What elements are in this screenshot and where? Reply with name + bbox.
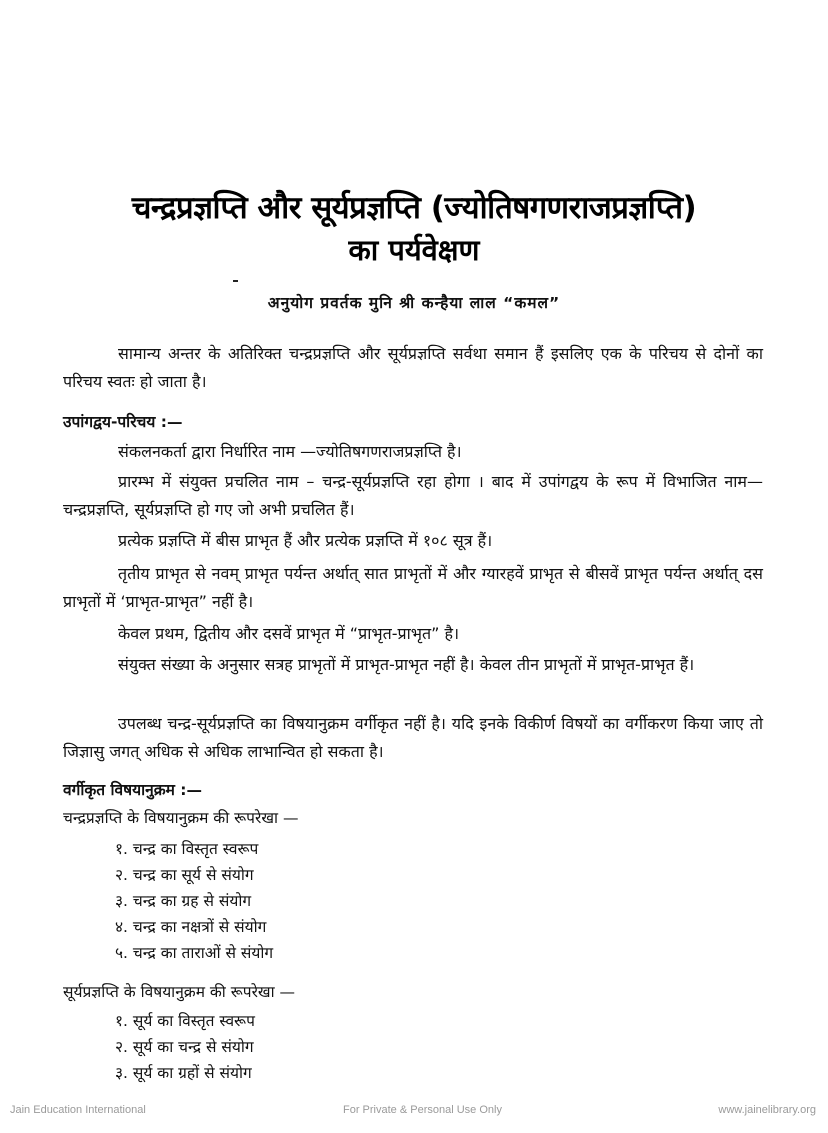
- list-item: १. सूर्य का विस्तृत स्वरूप: [115, 1012, 255, 1030]
- list-item: २. सूर्य का चन्द्र से संयोग: [115, 1038, 254, 1056]
- footer-usage-note: For Private & Personal Use Only: [343, 1104, 502, 1116]
- decorative-dash: [233, 280, 238, 282]
- page-title-line2: का पर्यवेक्षण: [348, 233, 480, 267]
- chandra-outline-list: [115, 836, 273, 966]
- list-item: ३. सूर्य का ग्रहों से संयोग: [115, 1064, 252, 1082]
- paragraph: प्रारम्भ में संयुक्त प्रचलित नाम – चन्द्र-सूर्यप्रज्ञप्ति रहा होगा । बाद में उपांगद्वय के रूप में विभाजित नाम—चन्द्रप्रज्ञप्ति, सूर्यप्रज्ञप्ति हो गए जो अभी प्रचलित हैं।: [63, 472, 763, 519]
- author-byline: अनुयोग प्रवर्तक मुनि श्री कन्हैया लाल “कमल”: [267, 294, 561, 312]
- paragraph: प्रत्येक प्रज्ञप्ति में बीस प्राभृत हैं और प्रत्येक प्रज्ञप्ति में १०८ सूत्र हैं।: [118, 531, 493, 550]
- paragraph: तृतीय प्राभृत से नवम् प्राभृत पर्यन्त अर्थात् सात प्राभृतों में और ग्यारहवें प्राभृत से बीसवें प्राभृत पर्यन्त अर्थात् दस प्राभृतों में ‘प्राभृत-प्राभृत” नहीं है।: [63, 564, 763, 611]
- paragraph: संयुक्त संख्या के अनुसार सत्रह प्राभृतों में प्राभृत-प्राभृत नहीं है। केवल तीन प्राभृतों में प्राभृत-प्राभृत हैं।: [118, 655, 695, 674]
- list-item: ४. चन्द्र का नक्षत्रों से संयोग: [115, 918, 267, 936]
- chandra-outline-label: चन्द्रप्रज्ञप्ति के विषयानुक्रम की रूपरेखा —: [63, 809, 299, 827]
- section-heading-upangadvaya: उपांगद्वय-परिचय :—: [63, 413, 183, 431]
- footer-publisher: Jain Education International: [10, 1104, 146, 1116]
- section-heading-vargikrit: वर्गीकृत विषयानुक्रम :—: [63, 781, 202, 799]
- paragraph: संकलनकर्ता द्वारा निर्धारित नाम —ज्योतिषगणराजप्रज्ञप्ति है।: [118, 442, 462, 461]
- list-item: २. चन्द्र का सूर्य से संयोग: [115, 866, 254, 884]
- intro-paragraph: सामान्य अन्तर के अतिरिक्त चन्द्रप्रज्ञप्ति और सूर्यप्रज्ञप्ति सर्वथा समान हैं इसलिए एक के परिचय से दोनों का परिचय स्वतः हो जाता है।: [63, 344, 763, 391]
- list-item: १. चन्द्र का विस्तृत स्वरूप: [115, 840, 259, 858]
- list-item: ५. चन्द्र का ताराओं से संयोग: [115, 944, 274, 962]
- list-item: ३. चन्द्र का ग्रह से संयोग: [115, 892, 252, 910]
- footer-website-link[interactable]: www.jainelibrary.org: [718, 1104, 816, 1116]
- paragraph: केवल प्रथम, द्वितीय और दसवें प्राभृत में “प्राभृत-प्राभृत” है।: [118, 624, 460, 643]
- surya-outline-list: [115, 1008, 255, 1086]
- surya-outline-label: सूर्यप्रज्ञप्ति के विषयानुक्रम की रूपरेखा —: [63, 983, 296, 1001]
- paragraph: उपलब्ध चन्द्र-सूर्यप्रज्ञप्ति का विषयानुक्रम वर्गीकृत नहीं है। यदि इनके विकीर्ण विषयों का वर्गीकरण किया जाए तो जिज्ञासु जगत् अधिक से अधिक लाभान्वित हो सकता है।: [63, 714, 763, 761]
- page-title-line1: चन्द्रप्रज्ञप्ति और सूर्यप्रज्ञप्ति (ज्योतिषगणराजप्रज्ञप्ति): [131, 190, 697, 226]
